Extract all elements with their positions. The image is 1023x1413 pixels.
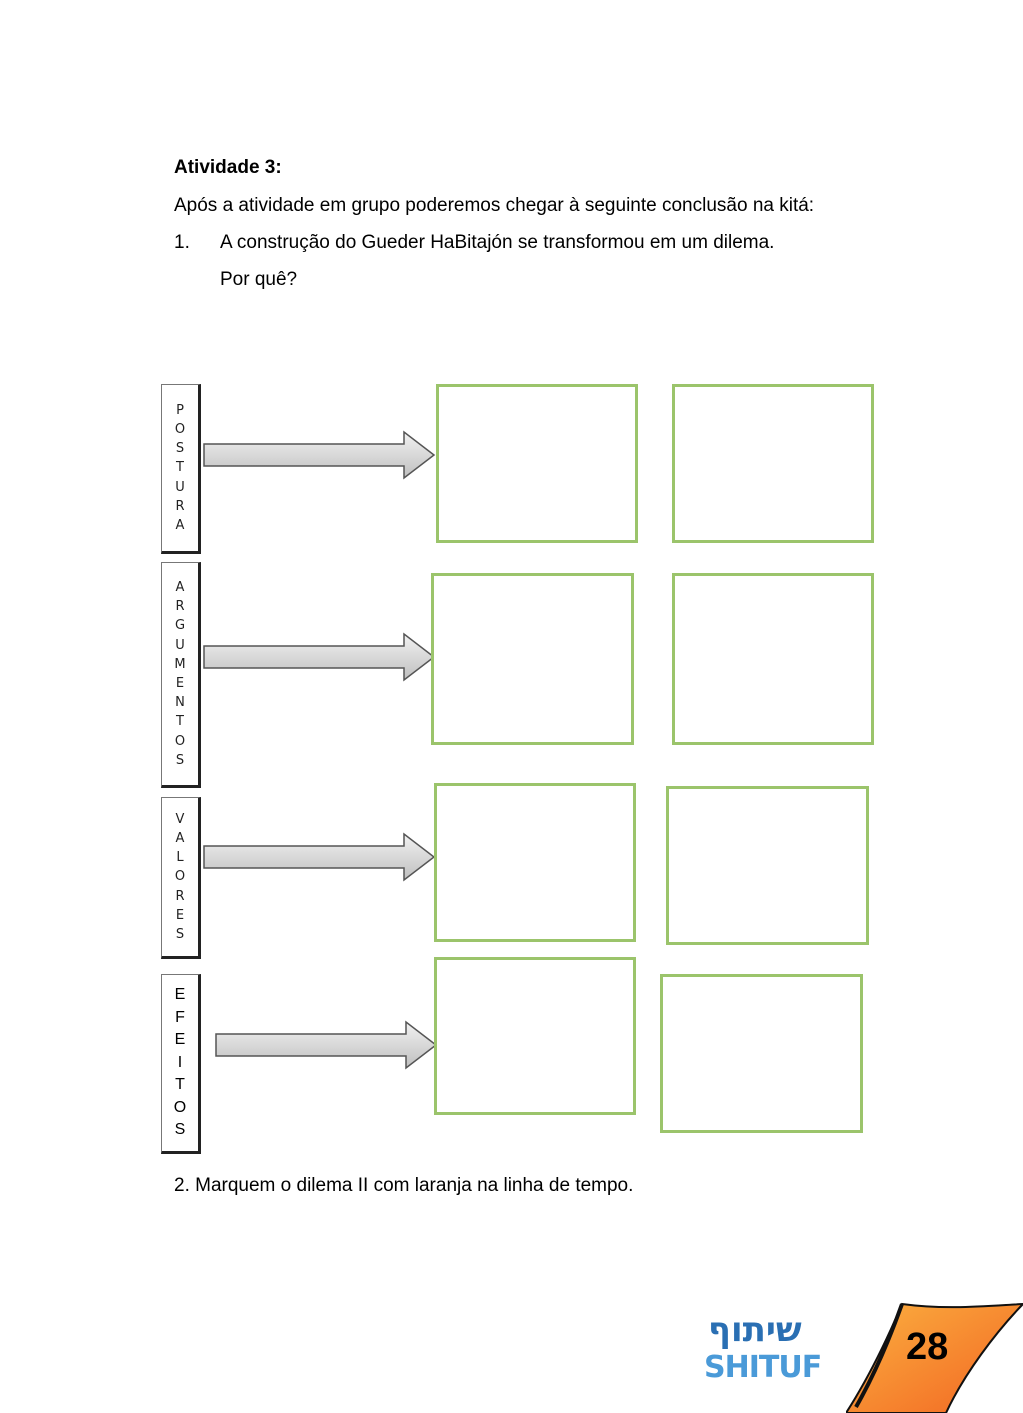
arrow-right-icon bbox=[214, 1020, 438, 1070]
label-postura: P O S T U R A bbox=[161, 384, 201, 554]
answer-box-efeitos-2[interactable] bbox=[660, 974, 863, 1133]
label-valores: V A L O R E S bbox=[161, 797, 201, 959]
arrow-right-icon bbox=[202, 430, 436, 480]
shituf-logo: שיתוף SHITUF bbox=[704, 1310, 822, 1385]
item-2-text: 2. Marquem o dilema II com laranja na linha de tempo. bbox=[174, 1175, 634, 1196]
item-1-number: 1. bbox=[174, 232, 190, 253]
activity-title: Atividade 3: bbox=[174, 157, 282, 178]
label-argumentos: A R G U M E N T O S bbox=[161, 562, 201, 788]
item-1-question: Por quê? bbox=[220, 269, 298, 290]
answer-box-argumentos-2[interactable] bbox=[672, 573, 874, 745]
arrow-right-icon bbox=[202, 632, 436, 682]
answer-box-valores-1[interactable] bbox=[434, 783, 636, 942]
item-1-text: A construção do Gueder HaBitajón se transformou em um dilema. bbox=[220, 232, 775, 253]
answer-box-efeitos-1[interactable] bbox=[434, 957, 636, 1115]
label-efeitos: E F E I T O S bbox=[161, 974, 201, 1154]
page-number: 28 bbox=[906, 1326, 949, 1368]
activity-intro: Após a atividade em grupo poderemos chegar à seguinte conclusão na kitá: bbox=[174, 195, 815, 216]
arrow-right-icon bbox=[202, 832, 436, 882]
answer-box-valores-2[interactable] bbox=[666, 786, 869, 945]
answer-box-argumentos-1[interactable] bbox=[431, 573, 634, 745]
answer-box-postura-1[interactable] bbox=[436, 384, 638, 543]
answer-box-postura-2[interactable] bbox=[672, 384, 874, 543]
